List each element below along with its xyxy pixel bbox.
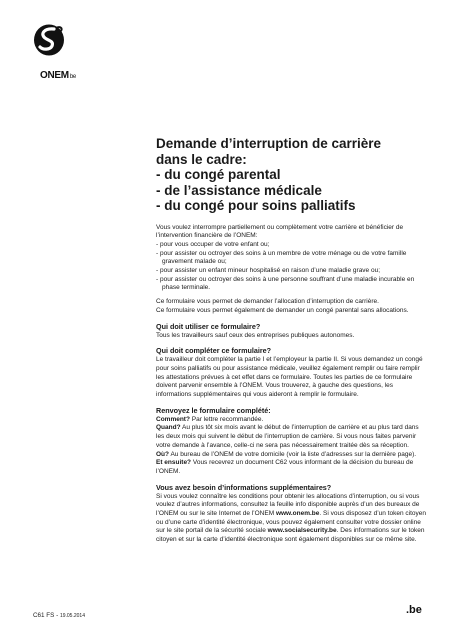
section-text-who-uses: Tous les travailleurs sauf ceux des entreprises publiques autonomes. bbox=[156, 331, 355, 339]
title-line: Demande d’interruption de carrière bbox=[156, 136, 382, 151]
section-heading-more-info: Vous avez besoin d’informations supplémentaires? bbox=[156, 482, 332, 492]
purpose-text: Ce formulaire vous permet également de demander un congé parental sans allocations. bbox=[156, 306, 409, 314]
list-item: - pour assister un enfant mineur hospitalisé en raison d’une maladie grave ou; bbox=[156, 267, 381, 275]
intro-list bbox=[156, 241, 426, 293]
purpose-text: Ce formulaire vous permet de demander l’allocation d’interruption de carrière. bbox=[156, 298, 379, 306]
socialsecurity-website-link[interactable]: www.socialsecurity.be bbox=[267, 527, 337, 535]
title-line: dans le cadre: bbox=[156, 151, 247, 167]
onem-website-link[interactable]: www.onem.be bbox=[275, 510, 320, 518]
list-item: - pour assister ou octroyer des soins à une personne souffrant d’une maladie incurable en phase terminale. bbox=[156, 275, 415, 292]
return-then: Et ensuite? Vous recevrez un document C62 vous informant de la décision du bureau de l’ONEM. bbox=[156, 459, 414, 475]
onem-logo bbox=[32, 22, 90, 81]
logo-wordmark: ONEMbe bbox=[40, 70, 76, 81]
section-heading-return: Renvoyez le formulaire complété: bbox=[156, 405, 271, 415]
list-item: - pour assister ou octroyer des soins à un membre de votre ménage ou de votre famille gravement malade ou; bbox=[156, 249, 407, 266]
return-when: Quand? Au plus tôt six mois avant le début de l’interruption de carrière et au plus tard dans les deux mois qui suivent le début de l’interruption de carrière. Si vous nous faites parvenir votre demande à l’avance, celle-ci ne sera pas nécessairement traitée dès sa réception. bbox=[156, 424, 419, 449]
be-logo: .be bbox=[406, 604, 422, 616]
form-date: 19.05.2014 bbox=[59, 613, 85, 619]
section-heading-who-uses: Qui doit utiliser ce formulaire? bbox=[156, 321, 261, 331]
section-text-more-info: Si vous voulez connaître les conditions pour obtenir les allocations d’interruption, ou si vous voulez d’autres informations, consultez la feuille info disponible auprès d’un des bureaux de l’ONEM ou sur le site Internet de l’ONEM www.onem.be. Si vous disposez d’un token citoyen ou d’une carte d’identité électronique, vous pouvez également consulter votre dossier online sur le site portail de la sécurité sociale www.socialsecurity.be. Des informations sur le token citoyen et sur la carte d’identité électronique sont également disponibles sur ce même site. bbox=[156, 492, 426, 544]
intro-text: Vous voulez interrompre partiellement ou complètement votre carrière et bénéficier de l’intervention financière de l’ONEM: bbox=[156, 223, 404, 240]
onem-logo-icon bbox=[32, 22, 66, 58]
title-line: - de l’assistance médicale bbox=[156, 182, 322, 198]
section-text-who-fills: Le travailleur doit compléter la partie I et l’employeur la partie II. Si vous demandez un congé pour soins palliatifs ou pour assistance médicale, veuillez également remplir ou faire remplir les attestations prévues à cet effet dans ce formulaire. Toutes les parties de ce formulaire doivent parvenir ensemble à l’ONEM. Vous trouverez, à gauche des questions, les informations supplémentaires qui vous aideront à remplir le formulaire. bbox=[156, 356, 423, 399]
page-title bbox=[156, 136, 426, 214]
form-intro-page bbox=[156, 136, 426, 545]
form-code: C61 FS - 19.05.2014 bbox=[33, 612, 85, 619]
return-where: Où? Au bureau de l’ONEM de votre domicile (voir la liste d’adresses sur la dernière page). bbox=[156, 450, 417, 458]
title-line: - du congé parental bbox=[156, 167, 281, 182]
return-how: Comment? Par lettre recommandée. bbox=[156, 415, 264, 423]
title-line: - du congé pour soins palliatifs bbox=[156, 198, 356, 213]
list-item: - pour vous occuper de votre enfant ou; bbox=[156, 240, 270, 248]
section-heading-who-fills: Qui doit compléter ce formulaire? bbox=[156, 346, 272, 356]
